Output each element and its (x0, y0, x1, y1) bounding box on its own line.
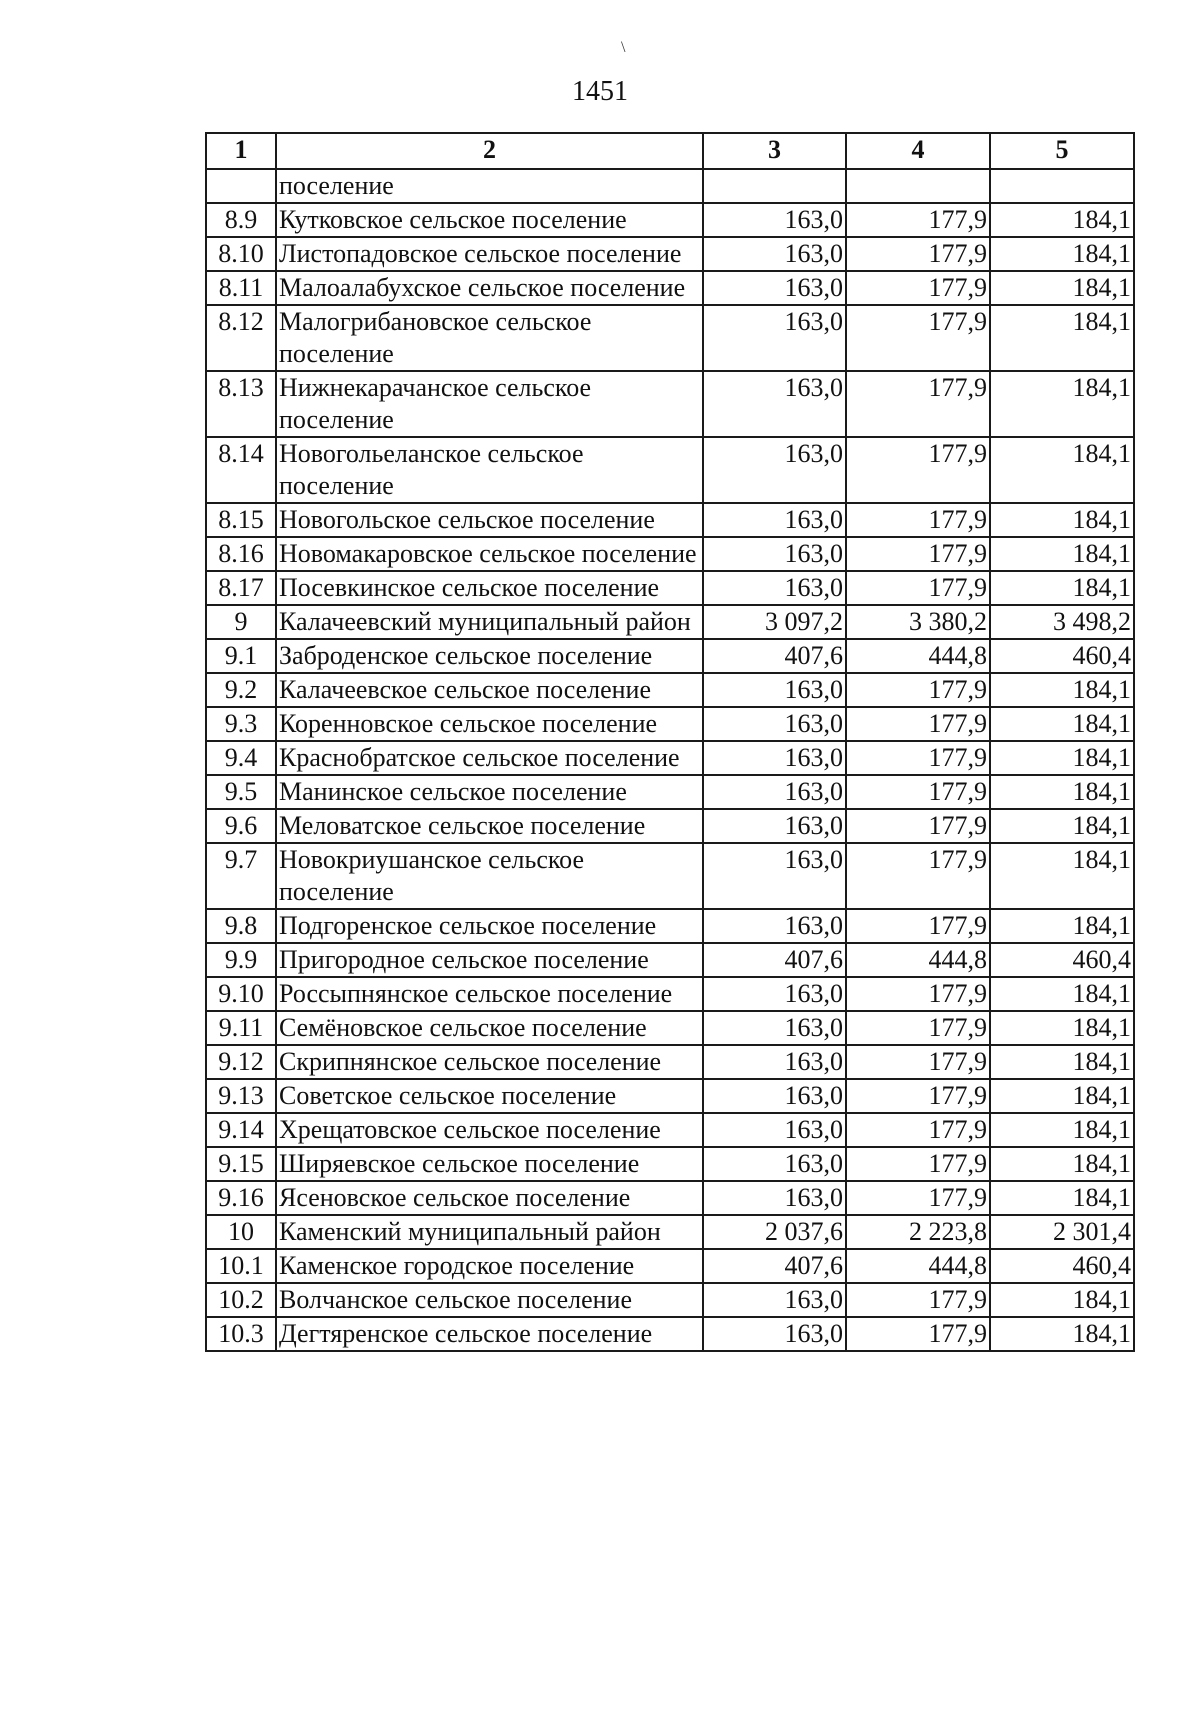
value-col-3: 163,0 (703, 1181, 846, 1215)
settlement-name: Листопадовское сельское поселение (276, 237, 703, 271)
value-col-3: 163,0 (703, 909, 846, 943)
table-body (206, 169, 1134, 1351)
table-row (206, 1181, 1134, 1215)
value-col-4: 177,9 (846, 843, 990, 909)
value-col-4: 177,9 (846, 571, 990, 605)
value-col-4: 177,9 (846, 1011, 990, 1045)
row-number: 10 (206, 1215, 276, 1249)
row-number: 9.7 (206, 843, 276, 909)
value-col-4: 177,9 (846, 1283, 990, 1317)
value-col-5: 184,1 (990, 809, 1134, 843)
table-header (206, 133, 1134, 169)
value-col-4: 177,9 (846, 437, 990, 503)
value-col-3: 163,0 (703, 437, 846, 503)
table-row (206, 437, 1134, 503)
settlement-name: Каменский муниципальный район (276, 1215, 703, 1249)
value-col-3: 163,0 (703, 1045, 846, 1079)
table-row (206, 809, 1134, 843)
value-col-5: 184,1 (990, 1113, 1134, 1147)
row-number: 9.13 (206, 1079, 276, 1113)
value-col-3: 163,0 (703, 1079, 846, 1113)
table-row (206, 943, 1134, 977)
value-col-4: 177,9 (846, 503, 990, 537)
value-col-5: 460,4 (990, 1249, 1134, 1283)
row-number: 9.10 (206, 977, 276, 1011)
value-col-3: 163,0 (703, 1147, 846, 1181)
value-col-3: 163,0 (703, 237, 846, 271)
row-number: 8.12 (206, 305, 276, 371)
row-number: 9.14 (206, 1113, 276, 1147)
value-col-4: 177,9 (846, 707, 990, 741)
table-row (206, 843, 1134, 909)
value-col-5: 184,1 (990, 977, 1134, 1011)
value-col-3: 163,0 (703, 741, 846, 775)
value-col-3: 163,0 (703, 571, 846, 605)
value-col-5: 184,1 (990, 537, 1134, 571)
value-col-3: 163,0 (703, 809, 846, 843)
table-row (206, 741, 1134, 775)
settlement-name: поселение (276, 169, 703, 203)
settlement-name: Новогольское сельское поселение (276, 503, 703, 537)
page-number: 1451 (572, 76, 628, 107)
value-col-4: 177,9 (846, 741, 990, 775)
table-row (206, 1045, 1134, 1079)
table-row (206, 1283, 1134, 1317)
data-table (205, 132, 1135, 1352)
table-row (206, 639, 1134, 673)
settlement-name: Ясеновское сельское поселение (276, 1181, 703, 1215)
settlement-name: Скрипнянское сельское поселение (276, 1045, 703, 1079)
settlement-name: Заброденское сельское поселение (276, 639, 703, 673)
row-number: 10.2 (206, 1283, 276, 1317)
table-row (206, 203, 1134, 237)
value-col-3: 2 037,6 (703, 1215, 846, 1249)
table-row (206, 371, 1134, 437)
settlement-name: Малогрибановское сельское поселение (276, 305, 703, 371)
row-number: 9 (206, 605, 276, 639)
value-col-4: 177,9 (846, 371, 990, 437)
settlement-name: Калачеевский муниципальный район (276, 605, 703, 639)
value-col-5: 184,1 (990, 1011, 1134, 1045)
value-col-4: 177,9 (846, 909, 990, 943)
row-number: 9.2 (206, 673, 276, 707)
row-number: 8.17 (206, 571, 276, 605)
value-col-5: 184,1 (990, 271, 1134, 305)
value-col-4: 177,9 (846, 775, 990, 809)
column-header-3: 3 (703, 133, 846, 169)
value-col-5: 184,1 (990, 1147, 1134, 1181)
settlement-name: Подгоренское сельское поселение (276, 909, 703, 943)
header-row (206, 133, 1134, 169)
row-number: 9.3 (206, 707, 276, 741)
column-header-4: 4 (846, 133, 990, 169)
row-number: 8.9 (206, 203, 276, 237)
row-number: 9.1 (206, 639, 276, 673)
value-col-3: 163,0 (703, 371, 846, 437)
value-col-4: 177,9 (846, 537, 990, 571)
settlement-name: Пригородное сельское поселение (276, 943, 703, 977)
settlement-name: Семёновское сельское поселение (276, 1011, 703, 1045)
table-row (206, 909, 1134, 943)
row-number: 8.13 (206, 371, 276, 437)
settlement-name: Хрещатовское сельское поселение (276, 1113, 703, 1147)
table-row (206, 673, 1134, 707)
value-col-4: 177,9 (846, 237, 990, 271)
table-row (206, 977, 1134, 1011)
value-col-5: 184,1 (990, 305, 1134, 371)
row-number: 8.15 (206, 503, 276, 537)
value-col-4: 2 223,8 (846, 1215, 990, 1249)
table-row (206, 1113, 1134, 1147)
value-col-3: 163,0 (703, 1011, 846, 1045)
value-col-4: 177,9 (846, 977, 990, 1011)
settlement-name: Волчанское сельское поселение (276, 1283, 703, 1317)
value-col-3: 407,6 (703, 639, 846, 673)
table-row (206, 1249, 1134, 1283)
value-col-4: 177,9 (846, 1079, 990, 1113)
value-col-4: 177,9 (846, 673, 990, 707)
value-col-4: 177,9 (846, 305, 990, 371)
value-col-5: 184,1 (990, 1283, 1134, 1317)
table-row (206, 775, 1134, 809)
table-row (206, 605, 1134, 639)
settlement-name: Каменское городское поселение (276, 1249, 703, 1283)
row-number: 9.9 (206, 943, 276, 977)
settlement-name: Новокриушанское сельское поселение (276, 843, 703, 909)
value-col-3: 163,0 (703, 537, 846, 571)
row-number: 9.4 (206, 741, 276, 775)
settlement-name: Посевкинское сельское поселение (276, 571, 703, 605)
table-row (206, 1011, 1134, 1045)
row-number: 9.12 (206, 1045, 276, 1079)
value-col-5: 184,1 (990, 571, 1134, 605)
column-header-1: 1 (206, 133, 276, 169)
value-col-4: 177,9 (846, 203, 990, 237)
value-col-5: 184,1 (990, 741, 1134, 775)
value-col-4: 177,9 (846, 809, 990, 843)
settlement-name: Советское сельское поселение (276, 1079, 703, 1113)
row-number: 9.15 (206, 1147, 276, 1181)
row-number: 9.11 (206, 1011, 276, 1045)
value-col-4: 3 380,2 (846, 605, 990, 639)
value-col-3: 3 097,2 (703, 605, 846, 639)
table-row (206, 237, 1134, 271)
settlement-name: Коренновское сельское поселение (276, 707, 703, 741)
value-col-3: 163,0 (703, 977, 846, 1011)
row-number: 8.11 (206, 271, 276, 305)
value-col-4: 177,9 (846, 1045, 990, 1079)
row-number: 10.3 (206, 1317, 276, 1351)
value-col-4: 177,9 (846, 1147, 990, 1181)
value-col-5: 184,1 (990, 775, 1134, 809)
value-col-3: 163,0 (703, 673, 846, 707)
value-col-3: 163,0 (703, 1317, 846, 1351)
settlement-name: Калачеевское сельское поселение (276, 673, 703, 707)
row-number: 9.5 (206, 775, 276, 809)
value-col-4: 177,9 (846, 1181, 990, 1215)
settlement-name: Кутковское сельское поселение (276, 203, 703, 237)
value-col-3: 163,0 (703, 775, 846, 809)
settlement-name: Ширяевское сельское поселение (276, 1147, 703, 1181)
scan-mark: \ (621, 39, 626, 56)
value-col-5: 184,1 (990, 237, 1134, 271)
value-col-3: 163,0 (703, 271, 846, 305)
value-col-5: 184,1 (990, 1181, 1134, 1215)
table-row (206, 1317, 1134, 1351)
column-header-2: 2 (276, 133, 703, 169)
table-row (206, 1215, 1134, 1249)
value-col-5: 184,1 (990, 1317, 1134, 1351)
table-row (206, 1079, 1134, 1113)
value-col-4: 177,9 (846, 1317, 990, 1351)
row-number: 10.1 (206, 1249, 276, 1283)
column-header-5: 5 (990, 133, 1134, 169)
row-number: 9.8 (206, 909, 276, 943)
value-col-5: 184,1 (990, 843, 1134, 909)
row-number: 8.10 (206, 237, 276, 271)
settlement-name: Новогольеланское сельское поселение (276, 437, 703, 503)
row-number: 8.14 (206, 437, 276, 503)
value-col-4 (846, 169, 990, 203)
settlement-name: Новомакаровское сельское поселение (276, 537, 703, 571)
table-row (206, 1147, 1134, 1181)
value-col-5: 184,1 (990, 1079, 1134, 1113)
value-col-3: 163,0 (703, 707, 846, 741)
value-col-5: 184,1 (990, 909, 1134, 943)
value-col-5: 184,1 (990, 673, 1134, 707)
value-col-5: 3 498,2 (990, 605, 1134, 639)
value-col-3: 163,0 (703, 503, 846, 537)
table-row (206, 537, 1134, 571)
row-number: 8.16 (206, 537, 276, 571)
value-col-5: 184,1 (990, 437, 1134, 503)
table-row (206, 707, 1134, 741)
table-row (206, 271, 1134, 305)
row-number: 9.16 (206, 1181, 276, 1215)
table-row (206, 571, 1134, 605)
value-col-3: 163,0 (703, 1283, 846, 1317)
value-col-3: 163,0 (703, 843, 846, 909)
value-col-4: 444,8 (846, 943, 990, 977)
value-col-4: 177,9 (846, 271, 990, 305)
value-col-5: 460,4 (990, 639, 1134, 673)
value-col-5: 184,1 (990, 503, 1134, 537)
table-row (206, 503, 1134, 537)
value-col-5: 184,1 (990, 371, 1134, 437)
value-col-3: 163,0 (703, 305, 846, 371)
settlement-name: Краснобратское сельское поселение (276, 741, 703, 775)
row-number (206, 169, 276, 203)
row-number: 9.6 (206, 809, 276, 843)
settlement-name: Манинское сельское поселение (276, 775, 703, 809)
value-col-4: 177,9 (846, 1113, 990, 1147)
settlement-name: Нижнекарачанское сельское поселение (276, 371, 703, 437)
value-col-3: 407,6 (703, 1249, 846, 1283)
value-col-5: 460,4 (990, 943, 1134, 977)
value-col-3: 163,0 (703, 1113, 846, 1147)
value-col-4: 444,8 (846, 1249, 990, 1283)
value-col-3: 407,6 (703, 943, 846, 977)
value-col-4: 444,8 (846, 639, 990, 673)
value-col-5 (990, 169, 1134, 203)
value-col-5: 184,1 (990, 707, 1134, 741)
settlement-name: Меловатское сельское поселение (276, 809, 703, 843)
settlement-name: Россыпнянское сельское поселение (276, 977, 703, 1011)
value-col-5: 2 301,4 (990, 1215, 1134, 1249)
value-col-3 (703, 169, 846, 203)
value-col-5: 184,1 (990, 203, 1134, 237)
table-row (206, 305, 1134, 371)
settlement-name: Малоалабухское сельское поселение (276, 271, 703, 305)
table-row (206, 169, 1134, 203)
value-col-3: 163,0 (703, 203, 846, 237)
settlement-name: Дегтяренское сельское поселение (276, 1317, 703, 1351)
value-col-5: 184,1 (990, 1045, 1134, 1079)
